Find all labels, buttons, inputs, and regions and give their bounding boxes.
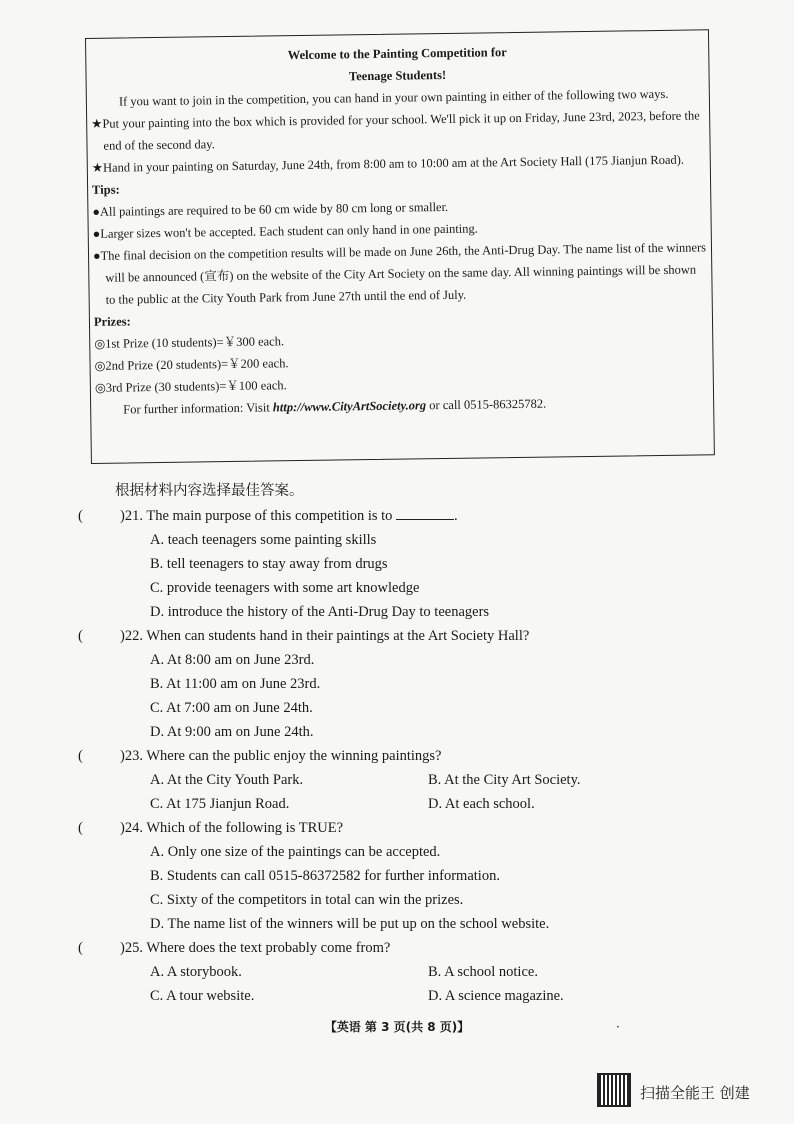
info-suffix: or call 0515-86325782.: [426, 396, 547, 413]
prize-1: ◎1st Prize (10 students)=￥300 each.: [94, 334, 285, 351]
option: D. The name list of the winners will be put up on the school website.: [150, 916, 550, 932]
question-22: [78, 624, 718, 648]
option: D. introduce the history of the Anti-Drug Day to teenagers: [150, 604, 490, 620]
answer-paren: (: [78, 820, 83, 836]
option: B. tell teenagers to stay away from drugs: [150, 556, 388, 572]
prize-2: ◎2nd Prize (20 students)=￥200 each.: [94, 356, 289, 373]
question-24: [78, 816, 718, 840]
footer-dot: ·: [616, 1020, 620, 1034]
question-stem: When can students hand in their paintings at the Art Society Hall?: [146, 628, 530, 644]
option-row: [78, 984, 718, 1008]
option: D. At 9:00 am on June 24th.: [150, 724, 314, 740]
prize-3: ◎3rd Prize (30 students)=￥100 each.: [94, 378, 287, 395]
option: B. A school notice.: [428, 964, 538, 980]
question-text: [120, 816, 343, 840]
tip-2: ●Larger sizes won't be accepted. Each student can only hand in one painting.: [92, 221, 478, 241]
option: C. A tour website.: [150, 988, 255, 1004]
question-text: [120, 936, 390, 960]
option: A. At 8:00 am on June 23rd.: [150, 652, 315, 668]
question-number: )25.: [120, 940, 143, 956]
questions-section: [78, 478, 718, 1008]
option: B. At the City Art Society.: [428, 772, 581, 788]
tip-3: ●The final decision on the competition results will be made on June 26th, the Anti-Drug Day. The name list of the winners will be announced (宣布) on the website of the City Art Society on the same day. All winning paintings will be shown to the public at the City Youth Park from June 27th until the end of July.: [92, 240, 707, 307]
option-row: [78, 792, 718, 816]
question-stem: Where does the text probably come from?: [146, 940, 391, 956]
instruction: 根据材料内容选择最佳答案。: [115, 483, 304, 499]
scanner-watermark-label: 扫描全能王 创建: [640, 1084, 750, 1102]
option: C. provide teenagers with some art knowledge: [150, 580, 420, 596]
option: D. A science magazine.: [428, 988, 564, 1004]
question-stem: Which of the following is TRUE?: [146, 820, 343, 836]
info-url: http://www.CityArtSociety.org: [272, 398, 427, 415]
notice-title-line2: Teenage Students!: [348, 67, 447, 84]
tip-1: ●All paintings are required to be 60 cm wide by 80 cm long or smaller.: [92, 199, 449, 219]
option-row: [78, 768, 718, 792]
notice-intro: If you want to join in the competition, you can hand in your own painting in either of the following two ways.: [118, 86, 669, 109]
question-25: [78, 936, 718, 960]
option: B. At 11:00 am on June 23rd.: [150, 676, 321, 692]
prizes-heading: Prizes:: [93, 314, 131, 329]
tips-heading: Tips:: [92, 182, 120, 197]
option-row: [78, 960, 718, 984]
question-text: )21. The main purpose of this competition is to .: [120, 504, 458, 528]
question-23: [78, 744, 718, 768]
question-number: )24.: [120, 820, 143, 836]
question-text: [120, 624, 529, 648]
answer-blank: [396, 505, 454, 520]
answer-paren: (: [78, 508, 83, 524]
question-number: )21.: [120, 508, 143, 524]
option: C. Sixty of the competitors in total can win the prizes.: [150, 892, 464, 908]
answer-paren: (: [78, 628, 83, 644]
option: A. Only one size of the paintings can be accepted.: [150, 844, 441, 860]
info-prefix: For further information: Visit: [123, 400, 273, 417]
notice-way2: ★Hand in your painting on Saturday, June 24th, from 8:00 am to 10:00 am at the Art Society Hall (175 Jianjun Road).: [91, 152, 685, 175]
page-footer: 【英语 第 3 页(共 8 页)】: [324, 1020, 470, 1034]
qr-code-icon: [597, 1073, 631, 1107]
question-text: [120, 744, 442, 768]
question-stem: Where can the public enjoy the winning paintings?: [146, 748, 442, 764]
question-stem: The main purpose of this competition is to: [146, 508, 393, 524]
question-number: )23.: [120, 748, 143, 764]
answer-paren: (: [78, 748, 83, 764]
option: B. Students can call 0515-86372582 for further information.: [150, 868, 500, 884]
option: A. teach teenagers some painting skills: [150, 532, 377, 548]
option: D. At each school.: [428, 796, 535, 812]
notice-title-line1: Welcome to the Painting Competition for: [287, 45, 507, 63]
notice-box: [85, 29, 715, 464]
answer-paren: (: [78, 940, 83, 956]
option: C. At 7:00 am on June 24th.: [150, 700, 313, 716]
question-number: )22.: [120, 628, 143, 644]
question-21: [78, 504, 718, 528]
option: C. At 175 Jianjun Road.: [150, 796, 290, 812]
option: A. A storybook.: [150, 964, 242, 980]
notice-way1: ★Put your painting into the box which is provided for your school. We'll pick it up on Friday, June 23rd, 2023, before the end of the second day.: [91, 108, 700, 153]
option: A. At the City Youth Park.: [150, 772, 304, 788]
